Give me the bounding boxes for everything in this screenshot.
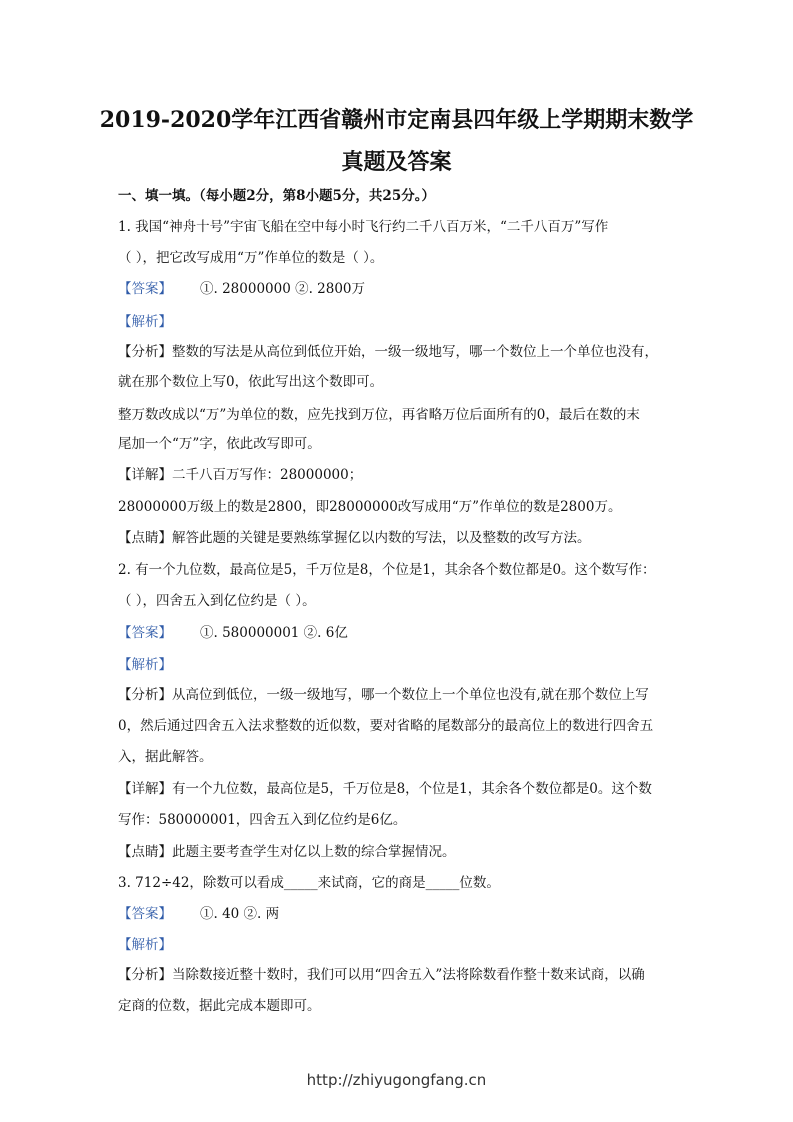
q2-line-1: 2. 有一个九位数，最高位是5，千万位是8，个位是1，其余各个数位都是0。这个数写作： <box>118 562 656 578</box>
xiangjie-tag: 【详解】 <box>118 467 172 483</box>
q2-xiangjie-text-1: 有一个九位数，最高位是5，千万位是8，个位是1，其余各个数位都是0。这个数 <box>172 781 652 797</box>
q3-answer-row <box>118 905 678 923</box>
dianjing-tag: 【点睛】 <box>118 530 172 546</box>
q1-fenxi-text-1: 整数的写法是从高位到低位开始，一级一级地写，哪一个数位上一个单位也没有， <box>172 344 658 360</box>
q2-fenxi-line-3: 入，据此解答。 <box>118 749 213 765</box>
q1-xiangjie-line-2: 28000000万级上的数是2800，即28000000改写成用“万”作单位的数是2800万。 <box>118 499 622 515</box>
footer-url[interactable]: http://zhiyugongfang.cn <box>306 1071 487 1089</box>
q3-analysis-tag: 【解析】 <box>118 937 172 953</box>
q3-line-1: 3. 712÷42，除数可以看成_____来试商，它的商是_____位数。 <box>118 875 500 891</box>
q3-answer: ①. 40 ②. 两 <box>200 906 280 922</box>
q2-answer: ①. 580000001 ②. 6亿 <box>200 625 348 641</box>
q2-fenxi-line-1 <box>118 686 678 704</box>
fenxi-tag: 【分析】 <box>118 344 172 360</box>
q2-fenxi-text-1: 从高位到低位，一级一级地写，哪一个数位上一个单位也没有,就在那个数位上写 <box>172 687 649 703</box>
q2-answer-row <box>118 624 678 642</box>
fenxi-tag: 【分析】 <box>118 967 172 983</box>
q3-fenxi-line-1 <box>118 966 678 984</box>
q2-dianjing-text: 此题主要考查学生对亿以上数的综合掌握情况。 <box>172 844 456 860</box>
q1-analysis-tag: 【解析】 <box>118 314 172 330</box>
q1-fenxi-line-4: 尾加一个“万”字，依此改写即可。 <box>118 436 321 452</box>
title-line-2: 真题及答案 <box>341 149 452 175</box>
q1-answer-row <box>118 280 678 298</box>
q1-dianjing-text: 解答此题的关键是要熟练掌握亿以内数的写法，以及整数的改写方法。 <box>172 530 591 546</box>
q1-fenxi-line-3: 整万数改成以“万”为单位的数，应先找到万位，再省略万位后面所有的0，最后在数的末 <box>118 407 640 423</box>
q1-fenxi-line-1 <box>118 343 678 361</box>
q2-analysis-tag: 【解析】 <box>118 657 172 673</box>
answer-tag: 【答案】 <box>118 281 172 297</box>
q1-dianjing-line <box>118 529 678 547</box>
fenxi-tag: 【分析】 <box>118 687 172 703</box>
q1-answer: ①. 28000000 ②. 2800万 <box>200 281 366 297</box>
q1-fenxi-line-2: 就在那个数位上写0，依此写出这个数即可。 <box>118 374 384 390</box>
section-heading: 一、填一填。（每小题2分，第8小题5分，共25分。） <box>118 188 435 204</box>
q2-fenxi-line-2: 0，然后通过四舍五入法求整数的近似数，要对省略的尾数部分的最高位上的数进行四舍五 <box>118 718 654 734</box>
q2-line-2: （ ），四舍五入到亿位约是（ ）。 <box>118 593 316 609</box>
answer-tag: 【答案】 <box>118 625 172 641</box>
answer-tag: 【答案】 <box>118 906 172 922</box>
dianjing-tag: 【点睛】 <box>118 844 172 860</box>
q3-fenxi-text-1: 当除数接近整十数时，我们可以用“四舍五入”法将除数看作整十数来试商，以确 <box>172 967 645 983</box>
q1-line-2: （ ），把它改写成用“万”作单位的数是（ ）。 <box>118 250 384 266</box>
q2-xiangjie-line-2: 写作：580000001，四舍五入到亿位约是6亿。 <box>118 812 407 828</box>
xiangjie-tag: 【详解】 <box>118 781 172 797</box>
q3-fenxi-line-2: 定商的位数，据此完成本题即可。 <box>118 998 321 1014</box>
q1-xiangjie-line-1 <box>118 466 678 484</box>
title-line-1: 2019-2020学年江西省赣州市定南县四年级上学期期末数学 <box>99 107 694 133</box>
q2-dianjing-line <box>118 843 678 861</box>
q1-xiangjie-text-1: 二千八百万写作：28000000； <box>172 467 363 483</box>
q1-line-1: 1. 我国“神舟十号”宇宙飞船在空中每小时飞行约二千八百万米，“二千八百万”写作 <box>118 219 609 235</box>
q2-xiangjie-line-1 <box>118 780 678 798</box>
